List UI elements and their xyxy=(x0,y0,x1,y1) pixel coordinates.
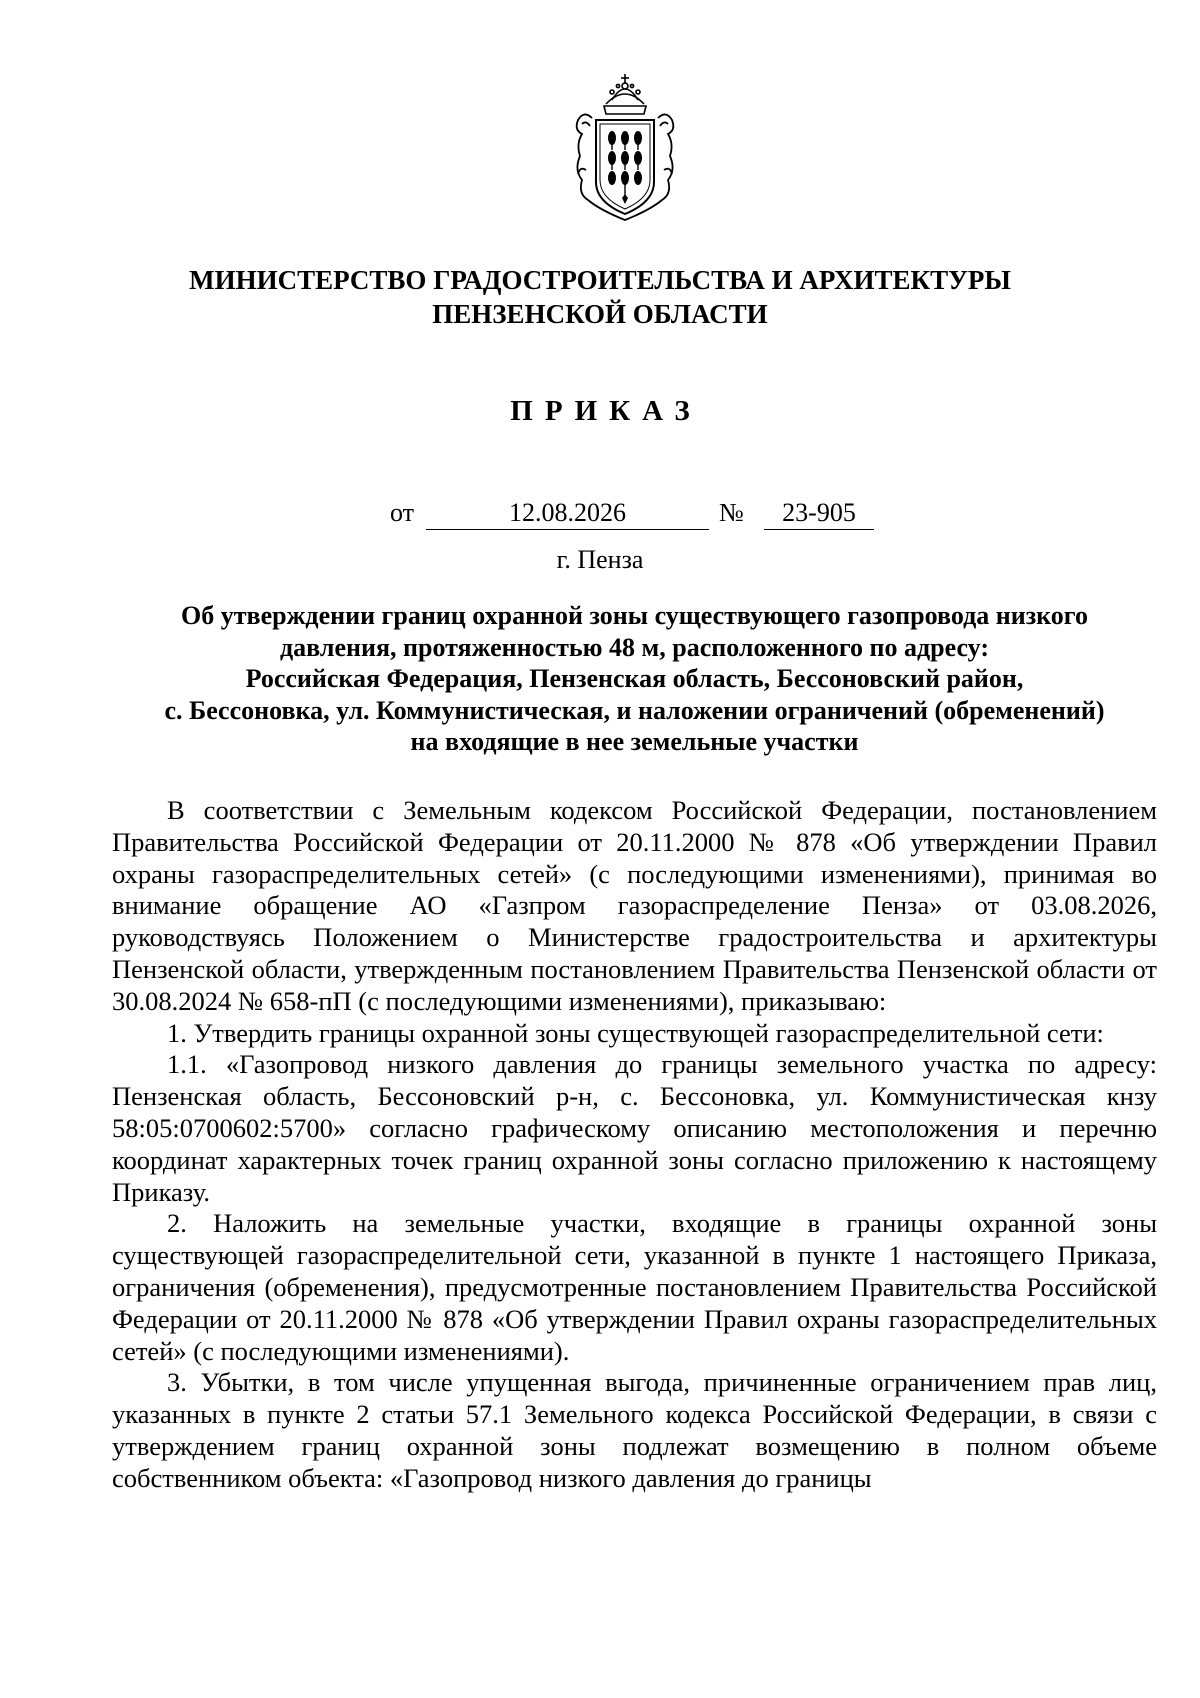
document-type-title: ПРИКАЗ xyxy=(510,395,702,427)
order-number: 23-905 xyxy=(764,498,874,530)
ministry-name-line-1: МИНИСТЕРСТВО ГРАДОСТРОИТЕЛЬСТВА И АРХИТЕКТУРЫ xyxy=(189,265,1011,295)
ministry-name-line-2: ПЕНЗЕНСКОЙ ОБЛАСТИ xyxy=(432,299,768,329)
subject-line: давления, протяженностью 48 м, расположенного по адресу: xyxy=(280,632,989,662)
subject-line: Об утверждении границ охранной зоны существующего газопровода низкого xyxy=(181,601,1088,630)
date-from-label: от xyxy=(390,498,415,527)
order-subject xyxy=(112,600,1157,758)
number-label: № xyxy=(719,498,744,527)
order-body xyxy=(112,795,1157,1495)
subject-line: на входящие в нее земельные участки xyxy=(410,727,859,756)
body-paragraph-item-2: 2. Наложить на земельные участки, входящие в границы охранной зоны существующей газораспределительной сети, указанной в пункте 1 настоящего Приказа, ограничения (обременения), предусмотренные постановлением Правительства Российской Федерации от 20.11.2000 № 878 «Об утверждении Правил охраны газораспределительных сетей» (с последующими изменениями). xyxy=(112,1208,1157,1366)
body-paragraph-preamble: В соответствии с Земельным кодексом Российской Федерации, постановлением Правительства Российской Федерации от 20.11.2000 № 878 «Об утверждении Правил охраны газораспределительных сетей» (с последующими изменениями), принимая во внимание обращение АО «Газпром газораспределение Пенза» от 03.08.2026, руководствуясь Положением о Министерстве градостроительства и архитектуры Пензенской области, утвержденным постановлением Правительства Пензенской области от 30.08.2024 № 658-пП (с последующими изменениями), приказываю: xyxy=(112,795,1157,1016)
coat-of-arms-icon xyxy=(570,70,680,230)
body-paragraph-item-1-1: 1.1. «Газопровод низкого давления до границы земельного участка по адресу: Пензенская область, Бессоновский р-н, с. Бессоновка, ул. Коммунистическая кнзу 58:05:0700602:5700» согласно графическому описанию местоположения и перечню координат характерных точек границ охранной зоны согласно приложению к настоящему Приказу. xyxy=(112,1049,1157,1207)
subject-line: Российская Федерация, Пензенская область, Бессоновский район, xyxy=(245,664,1024,693)
order-city: г. Пенза xyxy=(556,545,644,574)
subject-line: с. Бессоновка, ул. Коммунистическая, и наложении ограничений (обременений) xyxy=(164,695,1105,725)
body-paragraph-item-1: 1. Утвердить границы охранной зоны существующей газораспределительной сети: xyxy=(167,1017,1104,1048)
order-date: 12.08.2026 xyxy=(426,498,709,530)
body-paragraph-item-3: 3. Убытки, в том числе упущенная выгода, причиненные ограничением прав лиц, указанных в пункте 2 статьи 57.1 Земельного кодекса Российской Федерации, в связи с утверждением границ охранной зоны подлежат возмещению в полном объеме собственником объекта: «Газопровод низкого давления до границы xyxy=(112,1367,1157,1493)
